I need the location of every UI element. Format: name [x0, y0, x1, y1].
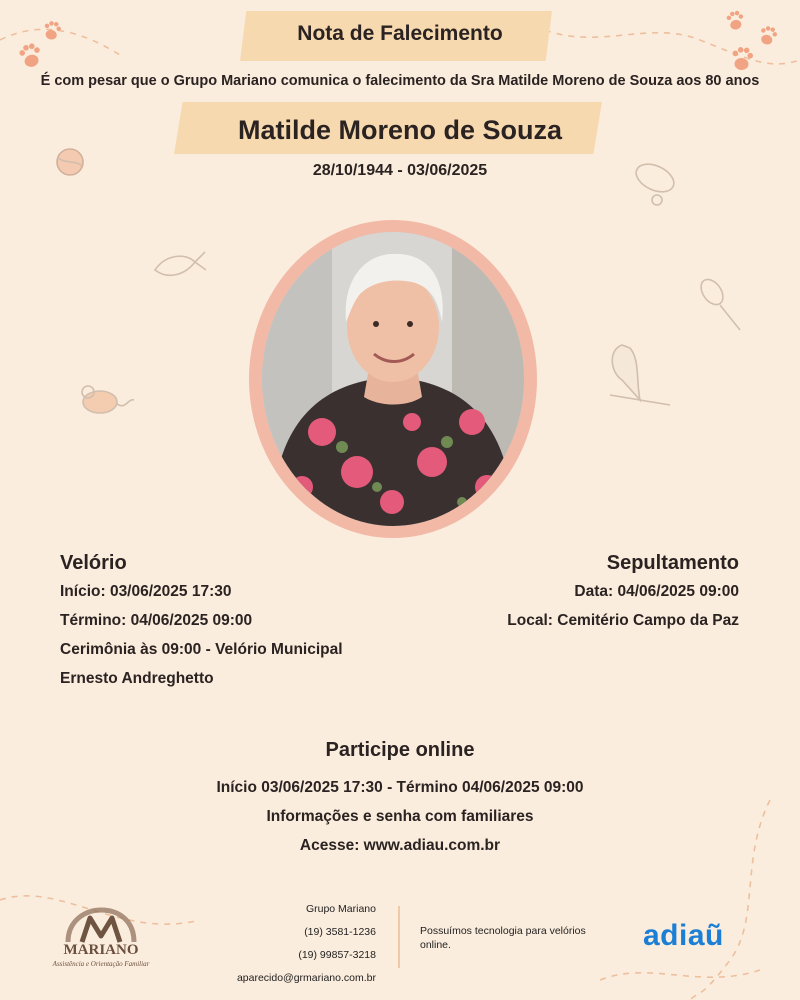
deceased-name: Matilde Moreno de Souza: [237, 115, 563, 145]
online-info: Informações e senha com familiares: [266, 808, 534, 825]
velorio-start: Início: 03/06/2025 17:30: [60, 583, 232, 600]
mariano-logo: [46, 902, 156, 972]
velorio-ceremony: Cerimônia às 09:00 - Velório Municipal: [60, 641, 343, 658]
notice-title: Nota de Falecimento: [297, 22, 503, 45]
footer-email: aparecido@grmariano.com.br: [236, 972, 376, 984]
footer-divider: [398, 906, 400, 968]
online-schedule: Início 03/06/2025 17:30 - Término 04/06/2025 09:00: [216, 779, 584, 796]
velorio-location: Ernesto Andreghetto: [60, 670, 214, 687]
mariano-logo-subtitle: Assistência e Orientação Familiar: [52, 960, 150, 968]
online-website: Acesse: www.adiau.com.br: [299, 837, 501, 854]
adiau-logo: adiaũ: [643, 919, 724, 952]
footer-phone-2: (19) 99857-3218: [298, 949, 376, 961]
sepultamento-location: Local: Cemitério Campo da Paz: [507, 612, 739, 629]
sepultamento-date: Data: 04/06/2025 09:00: [574, 583, 739, 600]
footer-company: Grupo Mariano: [305, 903, 376, 915]
life-dates: 28/10/1944 - 03/06/2025: [312, 162, 488, 179]
sepultamento-title: Sepultamento: [606, 552, 739, 574]
velorio-end: Término: 04/06/2025 09:00: [60, 612, 253, 629]
mariano-logo-text: MARIANO: [63, 942, 139, 958]
online-title: Participe online: [325, 739, 475, 761]
portrait-photo: [262, 232, 524, 526]
velorio-title: Velório: [60, 552, 127, 574]
footer-phone-1: (19) 3581-1236: [304, 926, 376, 938]
footer-tech-note: Possuímos tecnologia para velórios online.: [420, 925, 586, 951]
intro-text: É com pesar que o Grupo Mariano comunica o falecimento da Sra Matilde Moreno de Souza aos 80 anos: [40, 73, 760, 89]
footer-contact: [210, 898, 376, 990]
